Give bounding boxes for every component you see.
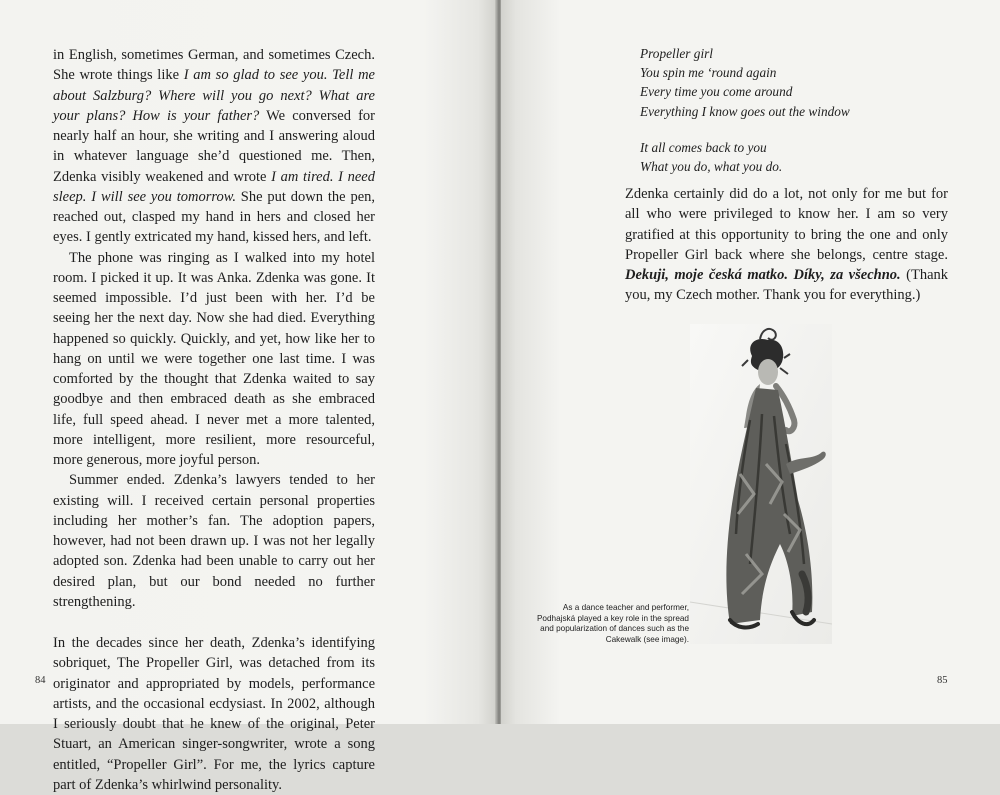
song-lyrics	[640, 44, 850, 176]
photo-caption: As a dance teacher and performer, Podhajská played a key role in the spread and popularization of dances such as the Cakewalk (see image).	[536, 603, 689, 644]
page-number-right: 85	[937, 675, 948, 686]
paragraph-4: In the decades since her death, Zdenka’s identifying sobriquet, The Propeller Girl, was detached from its originator and appropriated by models, performance artists, and the occasional ecdysiast. In 2002, although I seriously doubt that he knew of the original, Peter Stuart, an American singer-songwriter, wrote a song entitled, “Propeller Girl”. For me, the lyrics capture part of Zdenka’s whirlwind personality.	[53, 635, 375, 793]
right-page-text	[625, 184, 948, 306]
lyric-line: Every time you come around	[640, 84, 793, 100]
dancer-image	[690, 324, 832, 644]
dancer-photograph	[690, 324, 832, 644]
paragraph-2: The phone was ringing as I walked into my hotel room. I picked it up. It was Anka. Zdenka was gone. It seemed impossible. I’d just been with her. I’d be seeing her the next day. Now she had died. Everything happened so quickly. Quickly, and yet, how like her to hang on until we were together one last time. I was comforted by the thought that Zdenka waited to say goodbye and then embraced death as she embraced life, full speed ahead. I never met a more talented, more intelligent, more resilient, more resourceful, more generous, more joyful person.	[53, 249, 375, 468]
lyric-line: Everything I know goes out the window	[640, 103, 850, 119]
page-number-left: 84	[35, 675, 46, 686]
lyric-line: What you do, what you do.	[640, 159, 783, 175]
lyric-line: It all comes back to you	[640, 139, 767, 155]
right-page	[501, 0, 1000, 724]
paragraph-1: in English, sometimes German, and sometimes Czech. She wrote things like I am so glad to see you. Tell me about Salzburg? Where will you go next? What are your plans? How is your father? We conversed for nearly half an hour, she writing and I answering aloud in whatever language she’d questioned me. Then, Zdenka visibly weakened and wrote I am tired. I need sleep. I will see you tomorrow. She put down the pen, reached out, clasped my hand in hers and closed her eyes. I gently extricated my hand, kissed hers, and left.	[53, 47, 376, 246]
lyric-line: You spin me ‘round again	[640, 65, 777, 81]
closing-paragraph: Zdenka certainly did do a lot, not only for me but for all who were privileged to know her. I am so very gratified at this opportunity to bring the one and only Propeller Girl back where she belongs, centre stage. Dekuji, moje česká matko. Díky, za všechno. (Thank you, my Czech mother. Thank you for everything.)	[625, 186, 948, 304]
left-page	[0, 0, 498, 793]
lyric-line: Propeller girl	[640, 46, 714, 61]
left-page-text	[53, 45, 375, 795]
paragraph-3: Summer ended. Zdenka’s lawyers tended to her existing will. I received certain personal properties including her mother’s fan. The adoption papers, however, had not been drawn up. I was not her legally adopted son. Zdenka had been unable to carry out her desired plan, but our bond needed no further strengthening.	[53, 472, 375, 610]
